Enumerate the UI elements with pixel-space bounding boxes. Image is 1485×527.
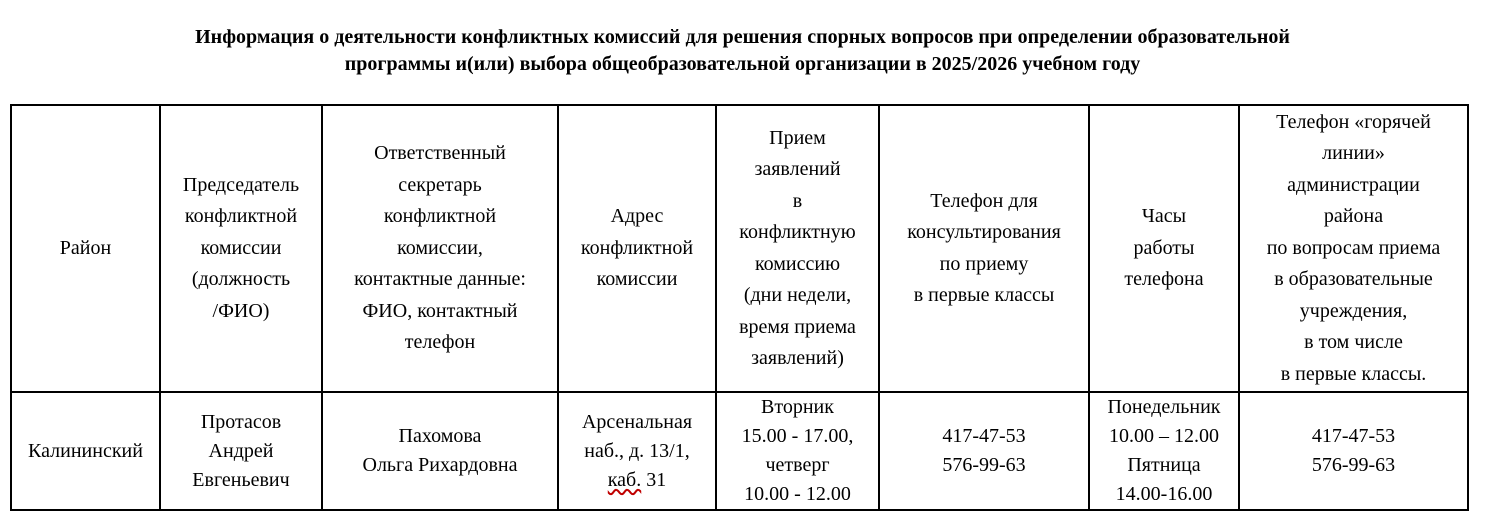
cell-text-line: администрации [1287,173,1420,196]
cell-text-line: Адрес [610,205,664,228]
cell-text-line: секретарь [398,173,482,196]
cell-text-line: Пахомова [398,425,482,447]
cell-address [558,392,716,510]
cell-text-line: Прием [769,126,826,149]
cell-text-line: в [792,189,803,212]
header-cell-address [558,105,716,392]
cell-text-line: Арсенальная [581,410,693,433]
cell-text-line: контактные данные: [354,268,526,291]
cell-text-line: в первые классы [913,284,1055,306]
document-title [0,24,1485,78]
cell-hotline [1239,392,1468,510]
cell-text-line: в том числе [1304,331,1403,354]
title-line-1: Информация о деятельности конфликтных комиссий для решения спорных вопросов при определении образовательной [195,26,1290,48]
cell-text-line: /ФИО) [212,299,270,322]
cell-reception [716,392,879,510]
cell-secretary [322,392,558,510]
cell-text-line: (должность [191,268,291,291]
cell-consult-phone [879,392,1089,510]
spellcheck-underline: каб. [607,468,642,491]
cell-text-line: 417-47-53 [1311,425,1396,447]
table-header-row [11,105,1468,392]
cell-text-line: Вторник [761,396,834,418]
header-cell-district [11,105,160,392]
cell-text-line: заявлений [754,158,841,180]
cell-text-line: конфликтную [739,221,856,243]
cell-text-line: (дни недели, [743,284,852,306]
cell-text-line: каб. 31 [607,468,667,491]
header-cell-secretary [322,105,558,392]
cell-text-line: района [1323,205,1384,228]
cell-text-line: заявлений) [751,347,844,369]
cell-text-line: работы [1133,236,1195,259]
cell-text-line: время приема [739,315,856,338]
cell-chairman [160,392,322,510]
cell-text-line: конфликтной [184,205,298,228]
cell-text-line: Понедельник [1107,396,1221,418]
header-cell-consult-phone [879,105,1089,392]
cell-text-line: 10.00 - 12.00 [744,483,851,505]
cell-text-line: комиссии, [397,236,483,259]
cell-text-line: 10.00 – 12.00 [1109,425,1219,447]
cell-text-line: Андрей [208,439,274,462]
cell-text-line: 14.00-16.00 [1115,483,1213,505]
cell-text-line: Протасов [200,410,282,433]
cell-text-line: ФИО, контактный [362,299,518,322]
cell-text-line: наб., д. 13/1, [584,439,690,462]
cell-text-line: по вопросам приема [1266,236,1441,259]
cell-text-line: Ольга Рихардовна [362,454,518,476]
cell-text-line: учреждения, [1299,299,1408,322]
cell-text-line: в первые классы. [1280,362,1427,385]
cell-text-line: конфликтной [580,236,694,259]
cell-text-line: телефона [1124,268,1204,291]
cell-text-line: Калининский [28,439,143,462]
cell-text-line: Председатель [182,173,300,196]
cell-text-line: 576-99-63 [942,454,1026,476]
cell-text-line: линии» [1322,142,1385,165]
header-cell-reception [716,105,879,392]
header-cell-chairman [160,105,322,392]
cell-text-line: телефон [404,331,476,354]
title-line-2: программы и(или) выбора общеобразовательной организации в 2025/2026 учебном году [344,53,1141,75]
cell-text-line: Телефон для [930,189,1038,212]
cell-text-line: консультирования [907,221,1061,243]
header-cell-phone-hours [1089,105,1239,392]
cell-text-line: 417-47-53 [942,425,1026,447]
cell-text-line: Ответственный [374,142,506,165]
cell-district [11,392,160,510]
header-cell-hotline [1239,105,1468,392]
cell-text-line: четверг [765,454,830,476]
cell-text-line: по приему [939,252,1029,275]
cell-text-line: Евгеньевич [192,468,290,491]
cell-text-line: комиссии [200,236,282,259]
cell-text-line: Пятница [1127,454,1201,476]
cell-text-line: конфликтной [383,205,497,228]
cell-text-line: комиссии [596,268,678,291]
table-row [11,392,1468,510]
cell-text-line: 576-99-63 [1311,454,1396,476]
cell-text-line: 15.00 - 17.00, [741,425,854,447]
cell-phone-hours [1089,392,1239,510]
cell-text-line: Район [59,236,112,259]
commissions-table [10,104,1469,511]
cell-text-line: Часы [1141,205,1187,228]
cell-text-line: Телефон «горячей [1276,110,1431,133]
cell-text-line: в образовательные [1274,268,1433,291]
cell-text-line: комиссию [754,252,841,275]
